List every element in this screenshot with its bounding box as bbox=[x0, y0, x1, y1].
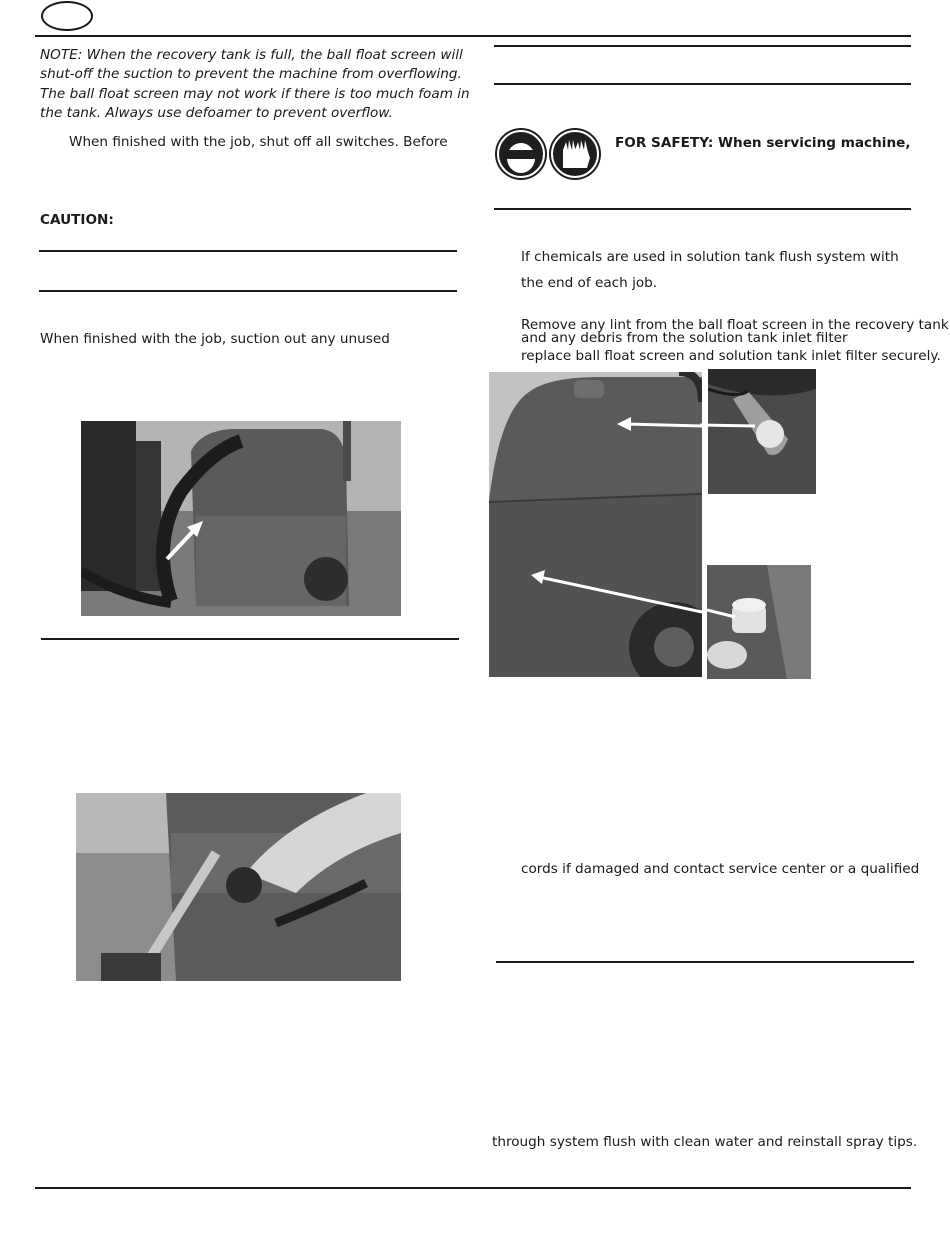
cords-line: cords if damaged and contact service center or a qualified bbox=[521, 861, 920, 877]
left-section-rule-2 bbox=[39, 290, 457, 292]
lint-line-3: replace ball float screen and solution tank inlet filter securely. bbox=[521, 348, 941, 364]
photo-ball-float-screen bbox=[708, 369, 816, 494]
photo-inlet-filter bbox=[707, 565, 811, 679]
chemicals-line-2: the end of each job. bbox=[521, 275, 658, 291]
photo-machine-side bbox=[489, 372, 702, 677]
photo-hose-operator bbox=[81, 421, 401, 616]
finished-switches-text: When finished with the job, shut off all switches. Before bbox=[69, 134, 448, 150]
note-line-2: shut-off the suction to prevent the machine from overflowing. bbox=[40, 66, 462, 82]
gloves-icon bbox=[549, 128, 601, 180]
chemicals-line-1: If chemicals are used in solution tank flush system with bbox=[521, 249, 899, 265]
footer-rule bbox=[35, 1187, 911, 1189]
note-line-1: NOTE: When the recovery tank is full, the ball float screen will bbox=[40, 47, 463, 63]
note-line-3: The ball float screen may not work if there is too much foam in bbox=[40, 86, 470, 102]
note-line-4: the tank. Always use defoamer to prevent overflow. bbox=[40, 105, 393, 121]
left-section-rule-3 bbox=[41, 638, 459, 640]
right-rule-4 bbox=[496, 961, 914, 963]
right-rule-2 bbox=[494, 83, 911, 85]
header-rule bbox=[35, 35, 911, 37]
finished-suction-text: When finished with the job, suction out any unused bbox=[40, 331, 390, 347]
flush-line: through system flush with clean water and reinstall spray tips. bbox=[492, 1134, 918, 1150]
left-section-rule-1 bbox=[39, 250, 457, 252]
lint-line-2: and any debris from the solution tank inlet filter bbox=[521, 330, 848, 346]
photo-wand-drain bbox=[76, 793, 401, 981]
right-rule-3 bbox=[494, 208, 911, 210]
language-badge bbox=[41, 1, 93, 31]
right-rule-1 bbox=[494, 45, 911, 47]
arrow-to-float-screen bbox=[700, 420, 760, 430]
caution-label: CAUTION: bbox=[40, 212, 114, 228]
safety-text: FOR SAFETY: When servicing machine, bbox=[615, 135, 911, 151]
goggles-icon bbox=[495, 128, 547, 180]
lint-line-1: Remove any lint from the ball float screen in the recovery tank bbox=[521, 317, 949, 333]
